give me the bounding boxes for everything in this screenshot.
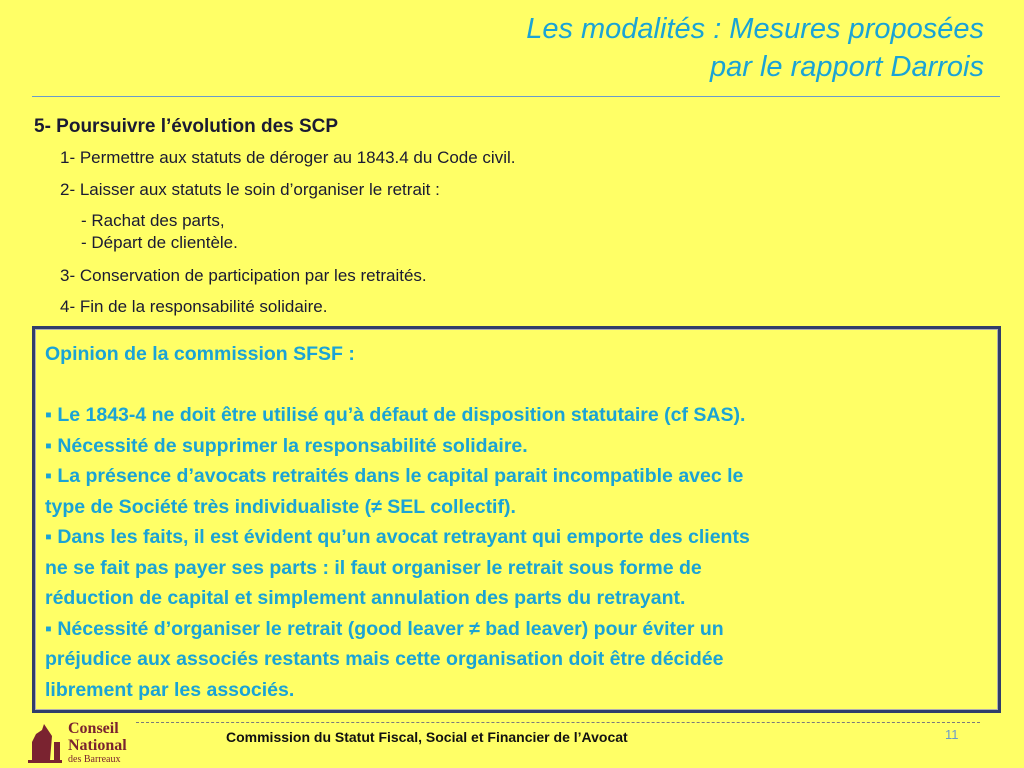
- logo-line-3: des Barreaux: [68, 754, 121, 765]
- slide-title: [284, 10, 984, 86]
- title-divider: [32, 96, 1000, 97]
- opinion-line: type de Société très individualiste (≠ SEL collectif).: [45, 495, 516, 518]
- logo-text: [68, 720, 127, 766]
- list-item-4: 4- Fin de la responsabilité solidaire.: [60, 297, 328, 316]
- footer-organization: Commission du Statut Fiscal, Social et Financier de l’Avocat: [226, 729, 628, 745]
- list-item-3: 3- Conservation de participation par les retraités.: [60, 266, 427, 285]
- logo-line-1: Conseil: [68, 720, 119, 737]
- logo-line-2: National: [68, 737, 127, 754]
- opinion-line: préjudice aux associés restants mais cette organisation doit être décidée: [45, 648, 724, 670]
- opinion-box: [32, 326, 1001, 713]
- opinion-spacer: [45, 370, 988, 401]
- opinion-line: ▪ Nécessité de supprimer la responsabilité solidaire.: [45, 434, 528, 457]
- opinion-line: réduction de capital et simplement annulation des parts du retrayant.: [45, 587, 686, 609]
- opinion-line: librement par les associés.: [45, 678, 295, 701]
- opinion-line: ne se fait pas payer ses parts : il faut organiser le retrait sous forme de: [45, 556, 702, 579]
- title-line-2: par le rapport Darrois: [710, 51, 984, 83]
- opinion-line: ▪ Dans les faits, il est évident qu’un avocat retrayant qui emporte des clients: [45, 526, 750, 548]
- marianne-emblem-icon: [26, 720, 66, 764]
- page-number: 11: [945, 727, 959, 742]
- opinion-line: ▪ Nécessité d’organiser le retrait (good leaver ≠ bad leaver) pour éviter un: [45, 617, 724, 640]
- opinion-heading: Opinion de la commission SFSF :: [45, 343, 355, 365]
- cnb-logo: [26, 716, 138, 766]
- opinion-text: [45, 339, 988, 705]
- opinion-line: ▪ La présence d’avocats retraités dans le capital parait incompatible avec le: [45, 465, 744, 487]
- section-heading: 5- Poursuivre l’évolution des SCP: [34, 116, 339, 137]
- opinion-line: ▪ Le 1843-4 ne doit être utilisé qu’à défaut de disposition statutaire (cf SAS).: [45, 404, 746, 426]
- footer-divider: [136, 722, 980, 723]
- sub-item-rachat: - Rachat des parts,: [81, 211, 225, 230]
- sub-item-depart: - Départ de clientèle.: [81, 233, 238, 252]
- list-item-2: 2- Laisser aux statuts le soin d’organiser le retrait :: [60, 180, 440, 199]
- title-line-1: Les modalités : Mesures proposées: [526, 13, 984, 45]
- list-item-1: 1- Permettre aux statuts de déroger au 1843.4 du Code civil.: [60, 148, 516, 167]
